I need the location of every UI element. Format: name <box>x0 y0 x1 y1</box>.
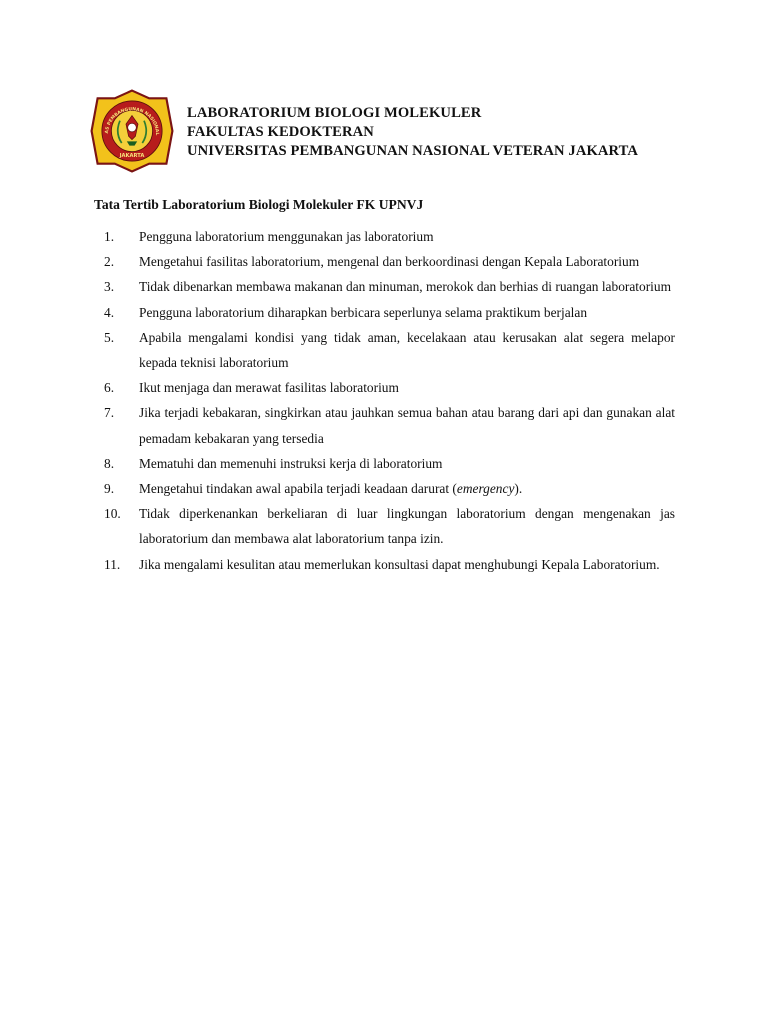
rule-text-after: ). <box>514 481 523 497</box>
rule-number: 3. <box>104 279 115 295</box>
rule-text: Ikut menjaga dan merawat fasilitas laboratorium <box>139 380 399 396</box>
rule-item <box>104 300 675 325</box>
rule-item <box>104 224 675 249</box>
rules-list <box>104 224 675 577</box>
rule-text-before: Mengetahui tindakan awal apabila terjadi keadaan darurat ( <box>139 481 457 497</box>
header-university-name: UNIVERSITAS PEMBANGUNAN NASIONAL VETERAN JAKARTA <box>187 143 639 159</box>
rule-text: Jika mengalami kesulitan atau memerlukan konsultasi dapat menghubungi Kepala Laboratorium. <box>139 556 660 572</box>
rule-text <box>139 476 675 501</box>
rule-number: 2. <box>104 254 115 270</box>
logo-ring-text: AS PEMBANGUNAN NASIONAL <box>104 107 160 136</box>
rule-item <box>104 552 675 577</box>
rule-item <box>104 325 675 375</box>
rule-text: Mengetahui fasilitas laboratorium, mengenal dan berkoordinasi dengan Kepala Laboratorium <box>139 254 640 270</box>
header-faculty-name: FAKULTAS KEDOKTERAN <box>187 124 374 140</box>
rule-number: 5. <box>104 329 115 345</box>
rule-item <box>104 501 675 551</box>
rule-text: Tidak diperkenankan berkeliaran di luar lingkungan laboratorium dengan mengenakan jas laboratorium dan membawa alat laboratorium tanpa izin. <box>139 506 675 547</box>
rule-text: Pengguna laboratorium diharapkan berbicara seperlunya selama praktikum berjalan <box>139 304 588 320</box>
rule-item <box>104 375 675 400</box>
rule-number: 1. <box>104 229 115 244</box>
rule-number: 10. <box>104 506 121 522</box>
document-title: Tata Tertib Laboratorium Biologi Molekuler FK UPNVJ <box>94 197 424 212</box>
rule-text-emphasis: emergency <box>456 481 515 497</box>
rule-number: 9. <box>104 481 115 497</box>
rule-item <box>104 274 675 299</box>
rule-number: 6. <box>104 380 115 396</box>
rule-number: 7. <box>104 405 115 421</box>
rule-text: Mematuhi dan memenuhi instruksi kerja di laboratorium <box>139 455 443 471</box>
university-logo <box>89 88 175 174</box>
rule-number: 11. <box>104 556 121 572</box>
rule-text: Jika terjadi kebakaran, singkirkan atau jauhkan semua bahan atau barang dari api dan gunakan alat pemadam kebakaran yang tersedia <box>139 405 675 446</box>
rule-item <box>104 451 675 476</box>
rule-text: Pengguna laboratorium menggunakan jas laboratorium <box>139 229 434 244</box>
letterhead-text <box>187 104 638 161</box>
rule-item <box>104 400 675 450</box>
rule-item <box>104 476 675 501</box>
rule-number: 8. <box>104 455 115 471</box>
rule-text: Tidak dibenarkan membawa makanan dan minuman, merokok dan berhias di ruangan laboratorium <box>139 279 672 295</box>
rule-number: 4. <box>104 304 115 320</box>
rule-text: Apabila mengalami kondisi yang tidak aman, kecelakaan atau kerusakan alat segera melapor kepada teknisi laboratorium <box>139 329 675 371</box>
header-lab-name: LABORATORIUM BIOLOGI MOLEKULER <box>187 105 482 121</box>
letterhead <box>89 88 709 174</box>
rule-item <box>104 249 675 274</box>
logo-city-text: JAKARTA <box>119 152 145 159</box>
